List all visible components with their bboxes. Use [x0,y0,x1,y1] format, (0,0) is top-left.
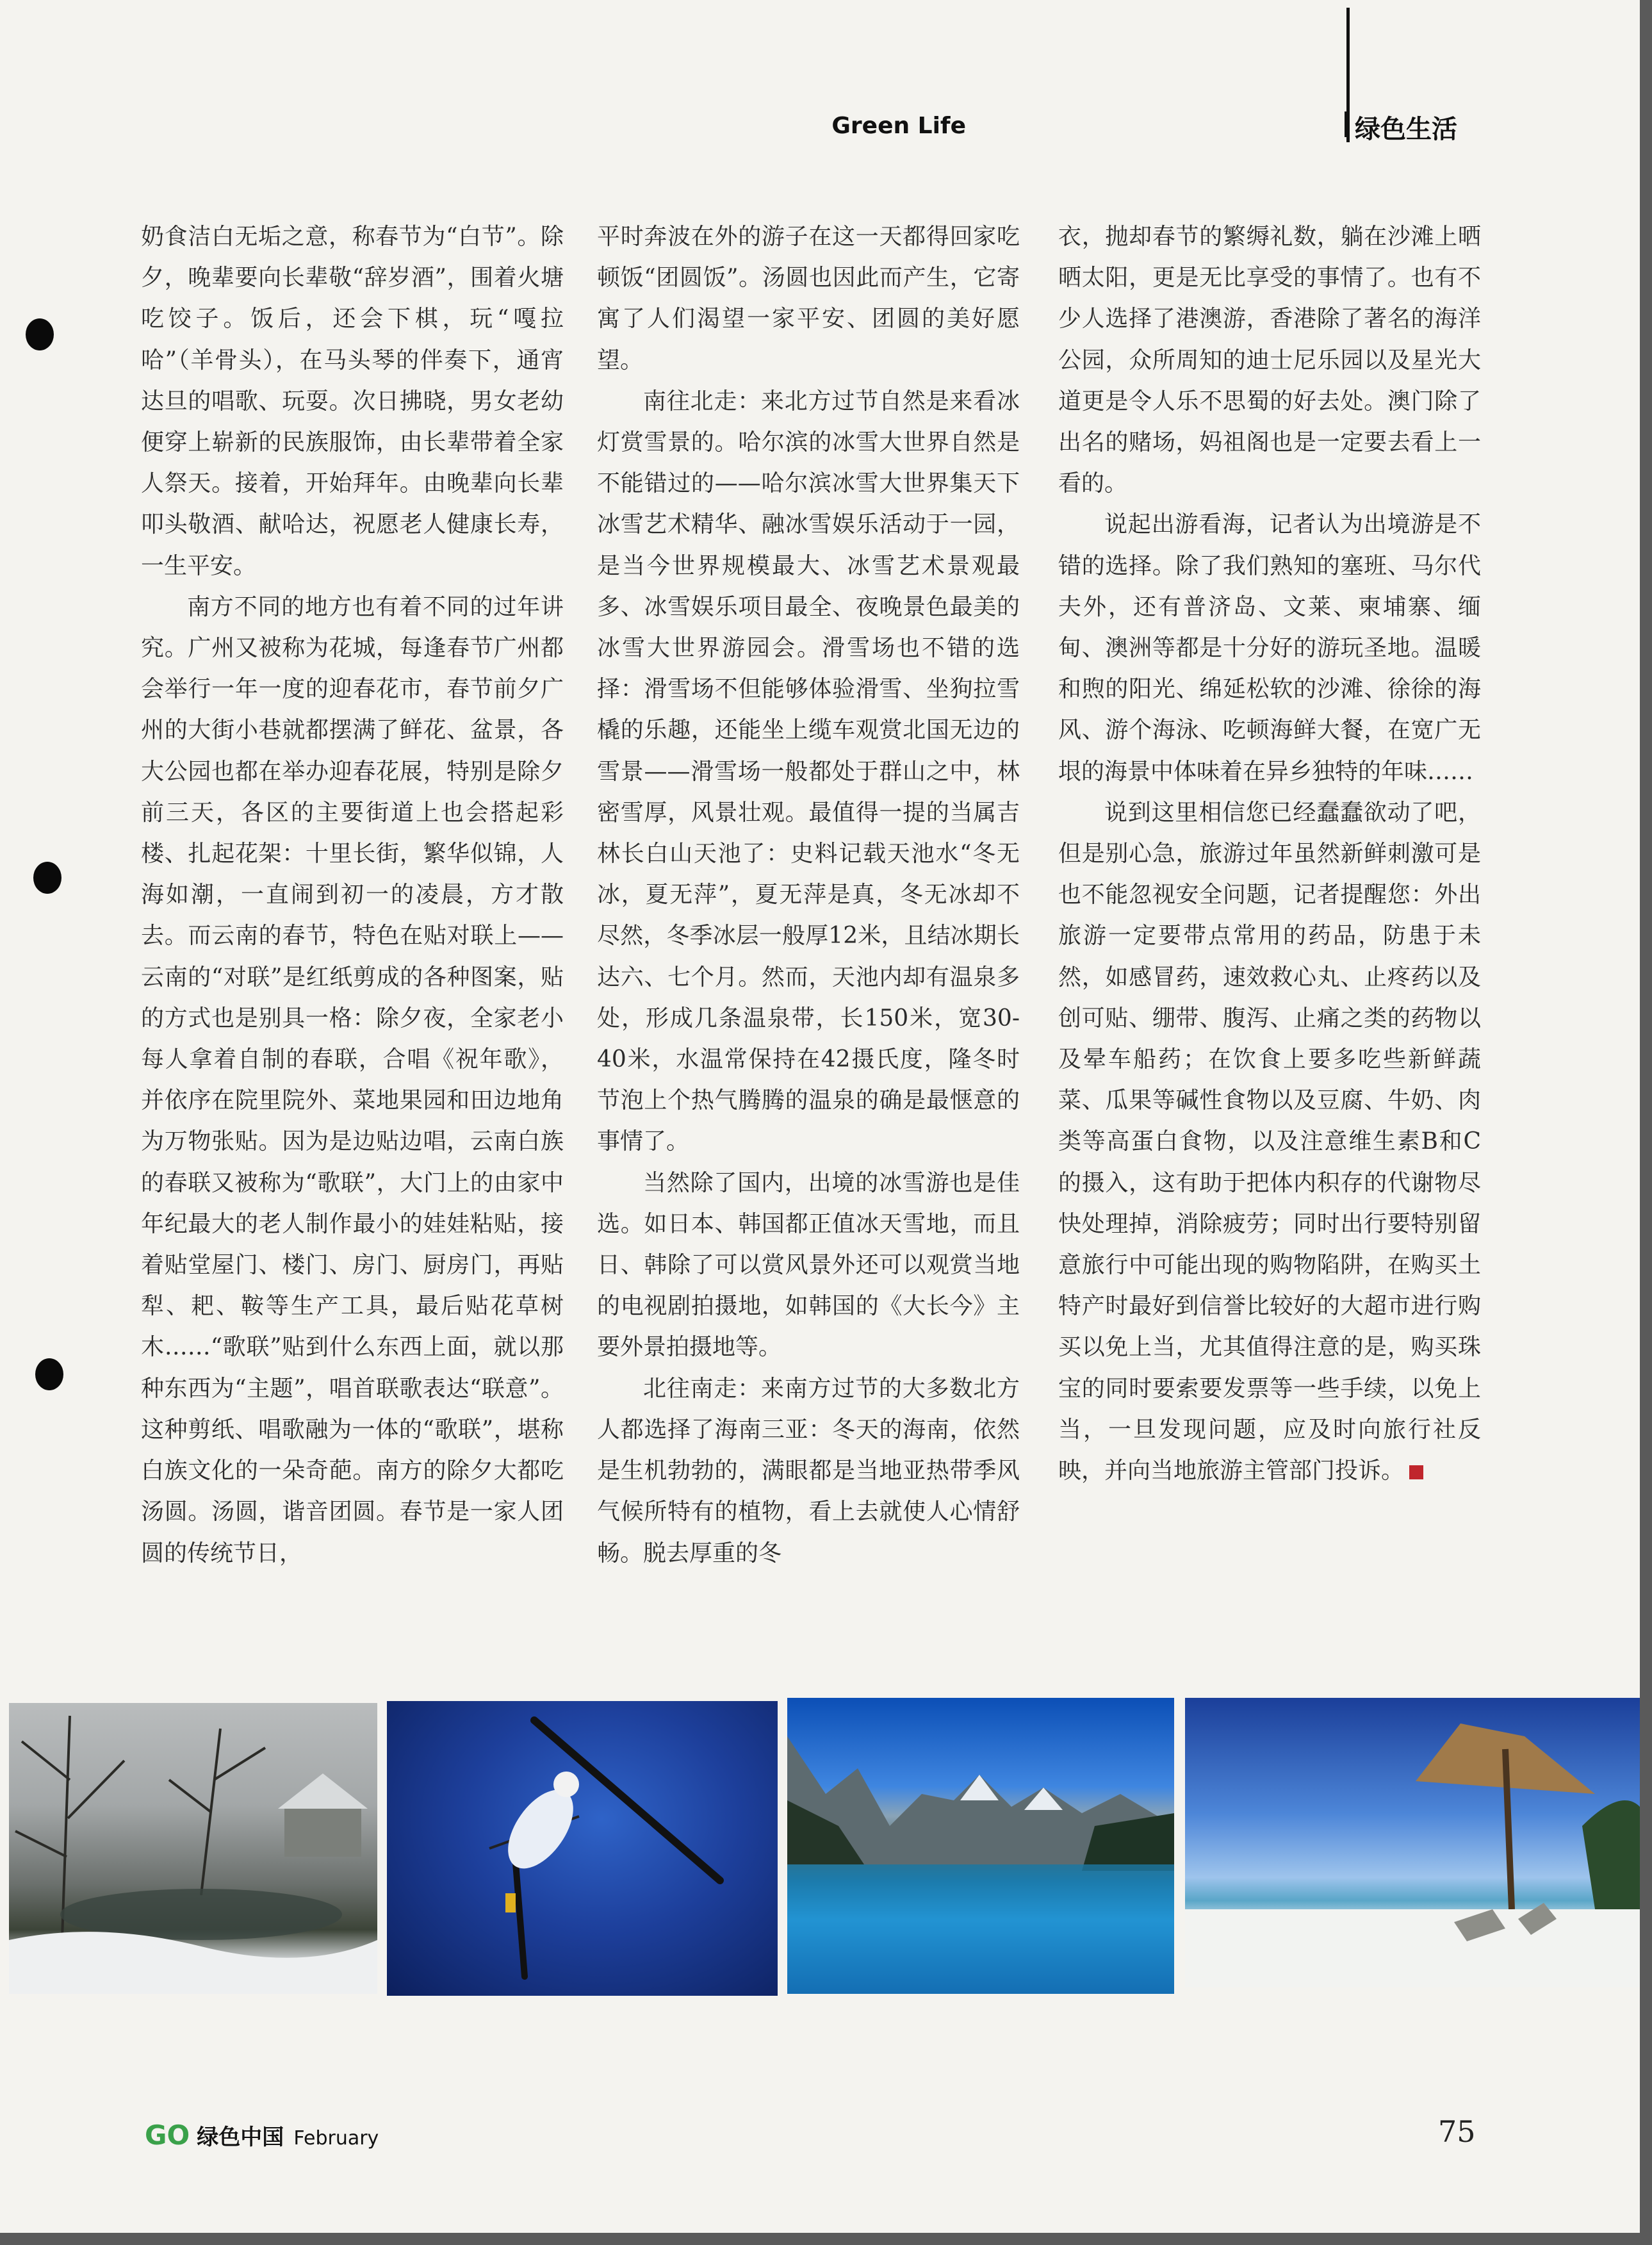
photo-beach-umbrella [1185,1698,1640,1987]
section-title-en: Green Life [831,113,966,139]
binder-hole [26,318,54,350]
paragraph: 平时奔波在外的游子在这一天都得回家吃顿饭“团圆饭”。汤圆也因此而产生，它寄寓了人们渴望一家平安、团圆的美好愿望。 [597,224,1020,374]
skier-icon [387,1701,778,1996]
mountain-icon [787,1698,1174,1994]
paragraph: 南方不同的地方也有着不同的过年讲究。广州又被称为花城，每逢春节广州都会举行一年一度的迎春花市，春节前夕广州的大街小巷就都摆满了鲜花、盆景，各大公园也都在举办迎春花展，特别是除夕前三天，各区的主要街道上也会搭起彩楼、扎起花架：十里长街，繁华似锦，人海如潮，一直闹到初一的凌晨，方才散去。而云南的春节，特色在贴对联上——云南的“对联”是红纸剪成的各种图案，贴的方式也是别具一格：除夕夜，全家老小每人拿着自制的春联，合唱《祝年歌》，并依序在院里院外、菜地果园和田边地角为万物张贴。因为是边贴边唱，云南白族的春联又被称为“歌联”，大门上的由家中年纪最大的老人制作最小的娃娃粘贴，接着贴堂屋门、楼门、房门、厨房门，再贴犁、耙、鞍等生产工具，最后贴花草树木……“歌联”贴到什么东西上面，就以那种东西为“主题”，唱首联歌表达“联意”。这种剪纸、唱歌融为一体的“歌联”，堪称白族文化的一朵奇葩。南方的除夕大都吃汤圆。汤圆，谐音团圆。春节是一家人团圆的传统节日， [141,593,564,1567]
page-number: 75 [1438,2114,1476,2149]
beach-umbrella-icon [1185,1698,1640,1987]
header-divider [1345,111,1347,137]
photo-mountain-lake [787,1698,1174,1994]
paragraph: 南往北走：来北方过节自然是来看冰灯赏雪景的。哈尔滨的冰雪大世界自然是不能错过的——哈尔滨冰雪大世界集天下冰雪艺术精华、融冰雪娱乐活动于一园，是当今世界规模最大、冰雪艺术景观最多、冰雪娱乐项目最全、夜晚景色最美的冰雪大世界游园会。滑雪场也不错的选择：滑雪场不但能够体验滑雪、坐狗拉雪橇的乐趣，还能坐上缆车观赏北国无边的雪景——滑雪场一般都处于群山之中，林密雪厚，风景壮观。最值得一提的当属吉林长白山天池了：史料记载天池水“冬无冰，夏无萍”，夏无萍是真，冬无冰却不尽然，冬季冰层一般厚12米，且结冰期长达六、七个月。然而，天池内却有温泉多处，形成几条温泉带，长150米，宽30-40米，水温常保持在42摄氏度，隆冬时节泡上个热气腾腾的温泉的确是最惬意的事情了。 [597,388,1020,1155]
section-title-zh: 绿色生活 [1355,115,1457,144]
text-column-3 [1058,217,1481,1492]
magazine-name: 绿色中国 [197,2125,284,2150]
binder-hole [35,1358,63,1390]
photo-aerial-skier [387,1701,778,1996]
text-column-1 [141,217,564,1574]
footer-masthead [145,2119,379,2151]
photo-winter-hot-spring [9,1703,377,1994]
issue-month: February [293,2127,379,2150]
binder-hole [33,862,61,894]
paragraph: 当然除了国内，出境的冰雪游也是佳选。如日本、韩国都正值冰天雪地，而且日、韩除了可以赏风景外还可以观赏当地的电视剧拍摄地，如韩国的《大长今》主要外景拍摄地等。 [597,1169,1020,1361]
paragraph [1058,793,1481,1492]
end-mark-icon [1409,1465,1423,1479]
paragraph-text: 说到这里相信您已经蠢蠢欲动了吧，但是别心急，旅游过年虽然新鲜刺激可是也不能忽视安全问题，记者提醒您：外出旅游一定要带点常用的药品，防患于未然，如感冒药，速效救心丸、止疼药以及创可贴、绷带、腹泻、止痛之类的药物以及晕车船药；在饮食上要多吃些新鲜蔬菜、瓜果等碱性食物以及豆腐、牛奶、肉类等高蛋白食物，以及注意维生素B和C的摄入，这有助于把体内积存的代谢物尽快处理掉，消除疲劳；同时出行要特别留意旅行中可能出现的购物陷阱，在购买土特产时最好到信誉比较好的大超市进行购买以免上当，尤其值得注意的是，购买珠宝的同时要索要发票等一些手续，以免上当，一旦发现问题，应及时向旅行社反映，并向当地旅游主管部门投诉。 [1058,799,1481,1484]
magazine-logo: GO [145,2119,190,2151]
paragraph: 北往南走：来南方过节的大多数北方人都选择了海南三亚：冬天的海南，依然是生机勃勃的，满眼都是当地亚热带季风气候所特有的植物，看上去就使人心情舒畅。脱去厚重的冬 [597,1375,1020,1567]
paragraph: 衣，抛却春节的繁缛礼数，躺在沙滩上晒晒太阳，更是无比享受的事情了。也有不少人选择了港澳游，香港除了著名的海洋公园，众所周知的迪士尼乐园以及星光大道更是令人乐不思蜀的好去处。澳门除了出名的赌场，妈祖阁也是一定要去看上一看的。 [1058,224,1481,497]
text-column-2 [597,217,1020,1574]
winter-scene-icon [9,1703,377,1994]
paragraph: 奶食洁白无垢之意，称春节为“白节”。除夕，晚辈要向长辈敬“辞岁酒”，围着火塘吃饺子。饭后，还会下棋，玩“嘎拉哈”（羊骨头），在马头琴的伴奏下，通宵达旦的唱歌、玩耍。次日拂晓，男女老幼便穿上崭新的民族服饰，由长辈带着全家人祭天。接着，开始拜年。由晚辈向长辈叩头敬酒、献哈达，祝愿老人健康长寿，一生平安。 [141,224,564,579]
paragraph: 说起出游看海，记者认为出境游是不错的选择。除了我们熟知的塞班、马尔代夫外，还有普济岛、文莱、柬埔寨、缅甸、澳洲等都是十分好的游玩圣地。温暖和煦的阳光、绵延松软的沙滩、徐徐的海风、游个海泳、吃顿海鲜大餐，在宽广无垠的海景中体味着在异乡独特的年味…… [1058,511,1481,785]
